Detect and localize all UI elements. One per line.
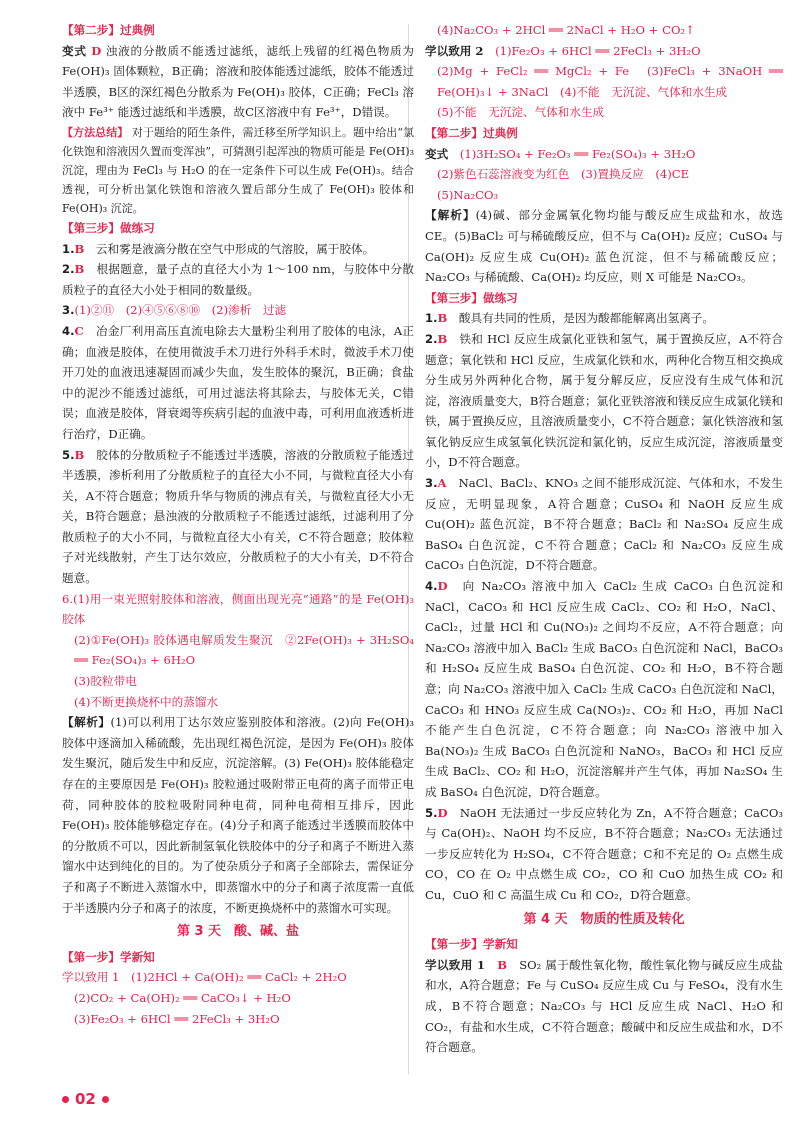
right-step3-header: 【第三步】做练习	[425, 290, 518, 305]
exercise-item: 2.B 根据题意，量子点的直径大小为 1～100 nm，与胶体中分散质粒子的直径大小处于相同的数量级。	[62, 262, 414, 297]
variant-choice: D	[91, 43, 102, 58]
left-column	[62, 20, 414, 1029]
page-footer	[62, 1090, 109, 1108]
q6-answer-1: 6.(1)用一束光照射胶体和溶液，侧面出现光亮“通路”的是 Fe(OH)₃ 胶体	[62, 591, 414, 627]
day3-apply-1: 学以致用 1 (1)2HCl + Ca(OH)₂ ══ CaCl₂ + 2H₂O	[62, 970, 347, 985]
q6-analysis	[62, 712, 414, 918]
apply2-line1: 学以致用 2 (1)Fe₂O₃ + 6HCl ══ 2FeCl₃ + 3H₂O	[425, 43, 701, 58]
method-summary-text: 对于题给的陌生条件，需迁移至所学知识上。题中给出“氯化铁饱和溶液因久置而变浑浊”，可猜测引起浑浊的物质可能是 Fe(OH)₃ 沉淀，理由为 FeCl₃ 与 H₂O 的在一定条件下可以生成 Fe(OH)₃。结合透视，可分析出氯化铁饱和溶液久置后部分生成了 Fe(OH)₃ 胶体和 Fe(OH)₃ 沉淀。	[62, 125, 415, 215]
exercise-item: 3.(1)②⑪ (2)④⑤⑥⑧⑩ (2)渗析 过滤	[62, 303, 287, 318]
analysis-text: (1)可以利用丁达尔效应鉴别胶体和溶液。(2)向 Fe(OH)₃ 胶体中逐滴加入稀硫酸，先出现红褐色沉淀，是因为 Fe(OH)₃ 胶体发生聚沉，随后发生中和反应，沉淀溶解。(3) Fe(OH)₃ 胶体能稳定存在的主要原因是 Fe(OH)₃ 胶粒通过吸附带正电荷的离子而带正电荷，同种胶体的胶粒吸附同种电荷，同种电荷相互排斥，因此 Fe(OH)₃ 胶体能够稳定存在。(4)分子和离子能透过半透膜而胶体中的分散质不可以，因此新制氢氧化铁胶体中的分子和离子不断进入蒸馏水中达到纯化的目的。为了使杂质分子和离子全部除去，需保证分子和离子不断进入蒸馏水中，即蒸馏水中的分子和离子浓度需一直低于半透膜内分子和离子的浓度，不断更换烧杯中的蒸馏水可实现。	[62, 715, 414, 915]
variant-label: 变式	[62, 43, 87, 58]
day4-apply-1: 学以致用 1 B SO₂ 属于酸性氧化物，酸性氧化物与碱反应生成盐和水，A符合题意；Fe 与 CuSO₄ 反应生成 Cu 与 FeSO₄，没有水生成，B不符合题意；Na₂CO₃ 与 HCl 反应生成 NaCl、H₂O 和 CO₂，有盐和水生成，C不符合题意；酸碱中和反应生成盐和水，D不符合题意。	[425, 957, 783, 1055]
method-summary	[62, 123, 414, 218]
exercise-item: 5.B 胶体的分散质粒子不能透过半透膜，溶液的分散质粒子能透过半透膜，渗析利用了分散质粒子的直径大小不同，与微粒直径大小有关，A不符合题意；物质升华与物质的沸点有关，与微粒直径大小无关，B符合题意；悬浊液的分散质粒子不能透过滤纸，过滤利用了分散质粒子的大小不同，与微粒直径大小有关，C不符合题意；胶体粒子对光线散射，产生丁达尔效应，分散质粒子的大小有关，D不符合题意。	[62, 447, 414, 586]
apply2-line2: (2)Mg + FeCl₂ ══ MgCl₂ + Fe (3)FeCl₃ + 3NaOH ══ Fe(OH)₃↓ + 3NaCl (4)不能 无沉淀、气体和水生成	[437, 64, 783, 99]
exercise-item: 5.D NaOH 无法通过一步反应转化为 Zn，A不符合题意；CaCO₃ 与 Ca(OH)₂、NaOH 均不反应，B不符合题意；Na₂CO₃ 无法通过一步反应转化为 H₂SO₄，C不符合题意；C和不充足的 O₂ 点燃生成 CO，CO 在 O₂ 中点燃生成 CO₂，CO 和 CuO 加热生成 CO₂ 和 Cu，CuO 和 C 高温生成 Cu 和 CO₂，D符合题意。	[425, 805, 783, 902]
right-step2-header: 【第二步】过典例	[425, 125, 518, 140]
day3-apply-3: (3)Fe₂O₃ + 6HCl ══ 2FeCl₃ + 3H₂O	[74, 1011, 280, 1026]
variant-line2: (2)紫色石蕊溶液变为红色 (3)置换反应 (4)CE	[437, 167, 690, 182]
method-summary-title: 【方法总结】	[62, 125, 129, 139]
variant-text: 浊液的分散质不能透过滤纸，滤纸上残留的红褐色物质为 Fe(OH)₃ 固体颗粒，B正确；溶液和胶体能透过滤纸，胶体不能透过半透膜，B区的深红褐色分散系为 Fe(OH)₃ 胶体，C正确；FeCl₃ 溶液中 Fe³⁺ 能透过滤纸和半透膜，故C区溶液中有 Fe³⁺，D错误。	[62, 43, 415, 120]
page-number: 02	[75, 1090, 96, 1108]
q6-answer-3: (3)胶粒带电	[74, 674, 137, 689]
day4-title: 第 4 天 物质的性质及转化	[523, 911, 685, 927]
day4-step1-header: 【第一步】学新知	[425, 937, 518, 952]
day3-title: 第 3 天 酸、碱、盐	[176, 924, 300, 940]
exercise-item: 4.C 冶金厂利用高压直流电除去大量粉尘利用了胶体的电泳，A正确；血液是胶体，在使用微波手术刀进行外科手术时，微波手术刀使开刀处的血液迅速凝固而减少失血，发生胶体的聚沉，B正确；食盐中的泥沙不能透过滤纸，可用过滤法将其除去，与胶体无关，C错误；血液是胶体，肾衰竭等疾病引起的血液中毒，可利用血液透析进行治疗，D正确。	[62, 323, 414, 441]
q6-answer-2: (2)①Fe(OH)₃ 胶体遇电解质发生聚沉 ②2Fe(OH)₃ + 3H₂SO₄ ══ Fe₂(SO₄)₃ + 6H₂O	[74, 632, 414, 668]
analysis-title: 【解析】	[62, 715, 111, 730]
exercise-item: 1.B 云和雾是液滴分散在空气中形成的气溶胶，属于胶体。	[62, 241, 375, 256]
variant-answer	[62, 41, 414, 123]
apply1-line4: (4)Na₂CO₃ + 2HCl ══ 2NaCl + H₂O + CO₂↑	[437, 23, 695, 37]
exercise-item: 1.B 酸具有共同的性质，是因为酸都能解离出氢离子。	[425, 311, 714, 326]
dot-icon	[102, 1096, 109, 1103]
section-header-step2: 【第二步】过典例	[62, 23, 155, 37]
dot-icon	[62, 1096, 69, 1103]
variant-line1: 变式 (1)3H₂SO₄ + Fe₂O₃ ══ Fe₂(SO₄)₃ + 3H₂O	[425, 146, 696, 161]
variant-line3: (5)Na₂CO₃	[437, 187, 499, 202]
section-header-step3: 【第三步】做练习	[62, 220, 155, 235]
day3-step1-header: 【第一步】学新知	[62, 949, 155, 964]
exercise-item: 3.A NaCl、BaCl₂、KNO₃ 之间不能形成沉淀、气体和水，不发生反应，无明显现象，A符合题意；CuSO₄ 和 NaOH 反应生成 Cu(OH)₂ 蓝色沉淀，B不符合题意；BaCl₂ 和 Na₂SO₄ 反应生成 BaSO₄ 白色沉淀，C不符合题意；CaCl₂ 和 Na₂CO₃ 反应生成 CaCO₃ 白色沉淀，D不符合题意。	[425, 476, 783, 573]
exercise-item: 2.B 铁和 HCl 反应生成氯化亚铁和氢气，属于置换反应，A不符合题意；氧化铁和 HCl 反应，生成氯化铁和水，两种化合物互相交换成分生成另外两种化合物，属于复分解反应，反应没有生成气体和沉淀，溶液质量变大，B符合题意；氯化亚铁溶液和镁反应生成氯化镁和铁，属于置换反应，且溶液质量变小，C不符合题意；氯化铁溶液和氢氧化钠反应生成氢氧化铁沉淀和氯化钠，反应生成沉淀，溶液质量变小，D不符合题意。	[425, 331, 783, 470]
q6-answer-4: (4)不断更换烧杯中的蒸馏水	[74, 694, 218, 709]
day3-apply-2: (2)CO₂ + Ca(OH)₂ ══ CaCO₃↓ + H₂O	[74, 990, 291, 1005]
exercise-item: 4.D 向 Na₂CO₃ 溶液中加入 CaCl₂ 生成 CaCO₃ 白色沉淀和 NaCl，CaCO₃ 和 HCl 反应生成 CaCl₂、CO₂ 和 H₂O，NaCl、CaCl₂，过量 HCl 和 Cu(NO₃)₂ 之间均不反应，A不符合题意；向 Na₂CO₃ 溶液中加入 BaCl₂ 生成 BaCO₃ 白色沉淀和 NaCl，BaCO₃ 和 H₂SO₄ 反应生成 BaSO₄ 白色沉淀、CO₂ 和 H₂O，B不符合题意；向 Na₂CO₃ 溶液中加入 CaCl₂ 生成 CaCO₃ 白色沉淀和 NaCl，CaCO₃ 和 HNO₃ 反应生成 Ca(NO₃)₂、CO₂ 和 H₂O，再加 NaCl 不能产生白色沉淀，C不符合题意；向 Na₂CO₃ 溶液中加入 Ba(NO₃)₂ 生成 BaCO₃ 白色沉淀和 NaNO₃，BaCO₃ 和 HCl 反应生成 BaCl₂、CO₂ 和 H₂O，沉淀溶解并产生气体，再加 Na₂SO₄ 生成 BaSO₄ 白色沉淀，D符合题意。	[425, 579, 783, 799]
right-column	[425, 20, 783, 1058]
apply2-line3: (5)不能 无沉淀、气体和水生成	[437, 105, 605, 120]
right-analysis: 【解析】(4)碱、部分金属氧化物均能与酸反应生成盐和水，故选 CE。(5)BaCl₂ 可与稀硫酸反应，但不与 Ca(OH)₂ 反应；CuSO₄ 与 Ca(OH)₂ 反应生成 Cu(OH)₂ 蓝色沉淀，但不与稀硫酸反应；Na₂CO₃ 与稀硫酸、Ca(OH)₂ 均反应，则 X 可能是 Na₂CO₃。	[425, 208, 783, 285]
